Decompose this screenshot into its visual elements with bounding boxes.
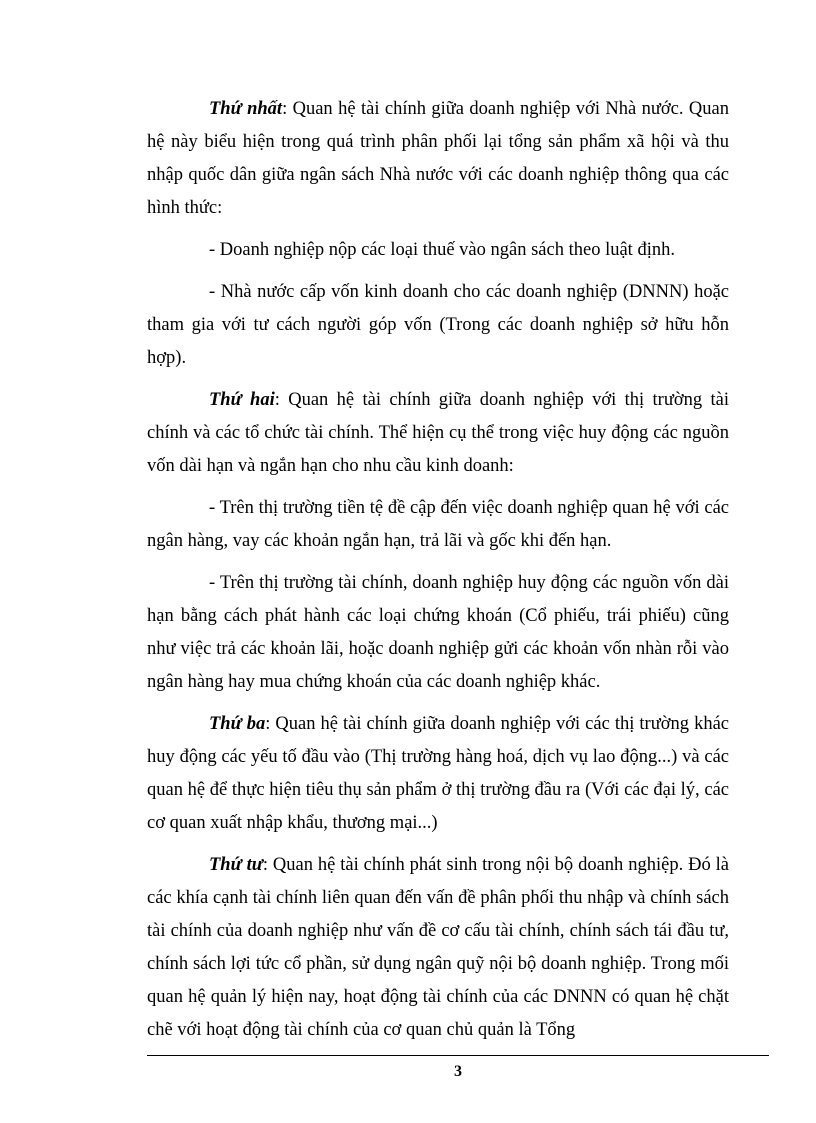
paragraph-second <box>147 384 729 483</box>
page-number: 3 <box>454 1063 462 1080</box>
lead-fourth: Thứ tư <box>209 855 263 875</box>
paragraph-third <box>147 708 729 840</box>
paragraph-fourth-text: : Quan hệ tài chính phát sinh trong nội bộ doanh nghiệp. Đó là các khía cạnh tài chính liên quan đến vấn đề phân phối thu nhập và chính sách tài chính của doanh nghiệp như vấn đề cơ cấu tài chính, chính sách tái đầu tư, chính sách lợi tức cổ phần, sử dụng ngân quỹ nội bộ doanh nghiệp. Trong mối quan hệ quản lý hiện nay, hoạt động tài chính của các DNNN có quan hệ chặt chẽ với hoạt động tài chính của cơ quan chủ quản là Tổng <box>147 855 729 1040</box>
paragraph-first-text: : Quan hệ tài chính giữa doanh nghiệp với Nhà nước. Quan hệ này biểu hiện trong quá trình phân phối lại tổng sản phẩm xã hội và thu nhập quốc dân giữa ngân sách Nhà nước với các doanh nghiệp thông qua các hình thức: <box>147 99 730 218</box>
footer-divider <box>147 1055 769 1056</box>
paragraph-third-text: : Quan hệ tài chính giữa doanh nghiệp với các thị trường khác huy động các yếu tố đầu vào (Thị trường hàng hoá, dịch vụ lao động...) và các quan hệ để thực hiện tiêu thụ sản phẩm ở thị trường đầu ra (Với các đại lý, các cơ quan xuất nhập khẩu, thương mại...) <box>147 714 729 833</box>
bullet-money-market: - Trên thị trường tiền tệ đề cập đến việc doanh nghiệp quan hệ với các ngân hàng, vay các khoản ngắn hạn, trả lãi và gốc khi đến hạn. <box>147 498 729 551</box>
bullet-financial-market: - Trên thị trường tài chính, doanh nghiệp huy động các nguồn vốn dài hạn bằng cách phát hành các loại chứng khoán (Cổ phiếu, trái phiếu) cũng như việc trả các khoản lãi, hoặc doanh nghiệp gửi các khoản vốn nhàn rỗi vào ngân hàng hay mua chứng khoán của các doanh nghiệp khác. <box>147 573 729 692</box>
body-text <box>147 93 729 1056</box>
bullet-tax: - Doanh nghiệp nộp các loại thuế vào ngân sách theo luật định. <box>209 240 675 260</box>
paragraph-second-text: : Quan hệ tài chính giữa doanh nghiệp với thị trường tài chính và các tổ chức tài chính. Thể hiện cụ thể trong việc huy động các nguồn vốn dài hạn và ngắn hạn cho nhu cầu kinh doanh: <box>147 390 729 476</box>
paragraph-fourth <box>147 849 729 1047</box>
bullet-capital: - Nhà nước cấp vốn kinh doanh cho các doanh nghiệp (DNNN) hoặc tham gia với tư cách người góp vốn (Trong các doanh nghiệp sở hữu hỗn hợp). <box>147 282 729 368</box>
paragraph-first <box>147 93 729 225</box>
lead-third: Thứ ba <box>209 714 266 734</box>
lead-second: Thứ hai <box>209 390 275 410</box>
lead-first: Thứ nhất <box>209 99 283 119</box>
